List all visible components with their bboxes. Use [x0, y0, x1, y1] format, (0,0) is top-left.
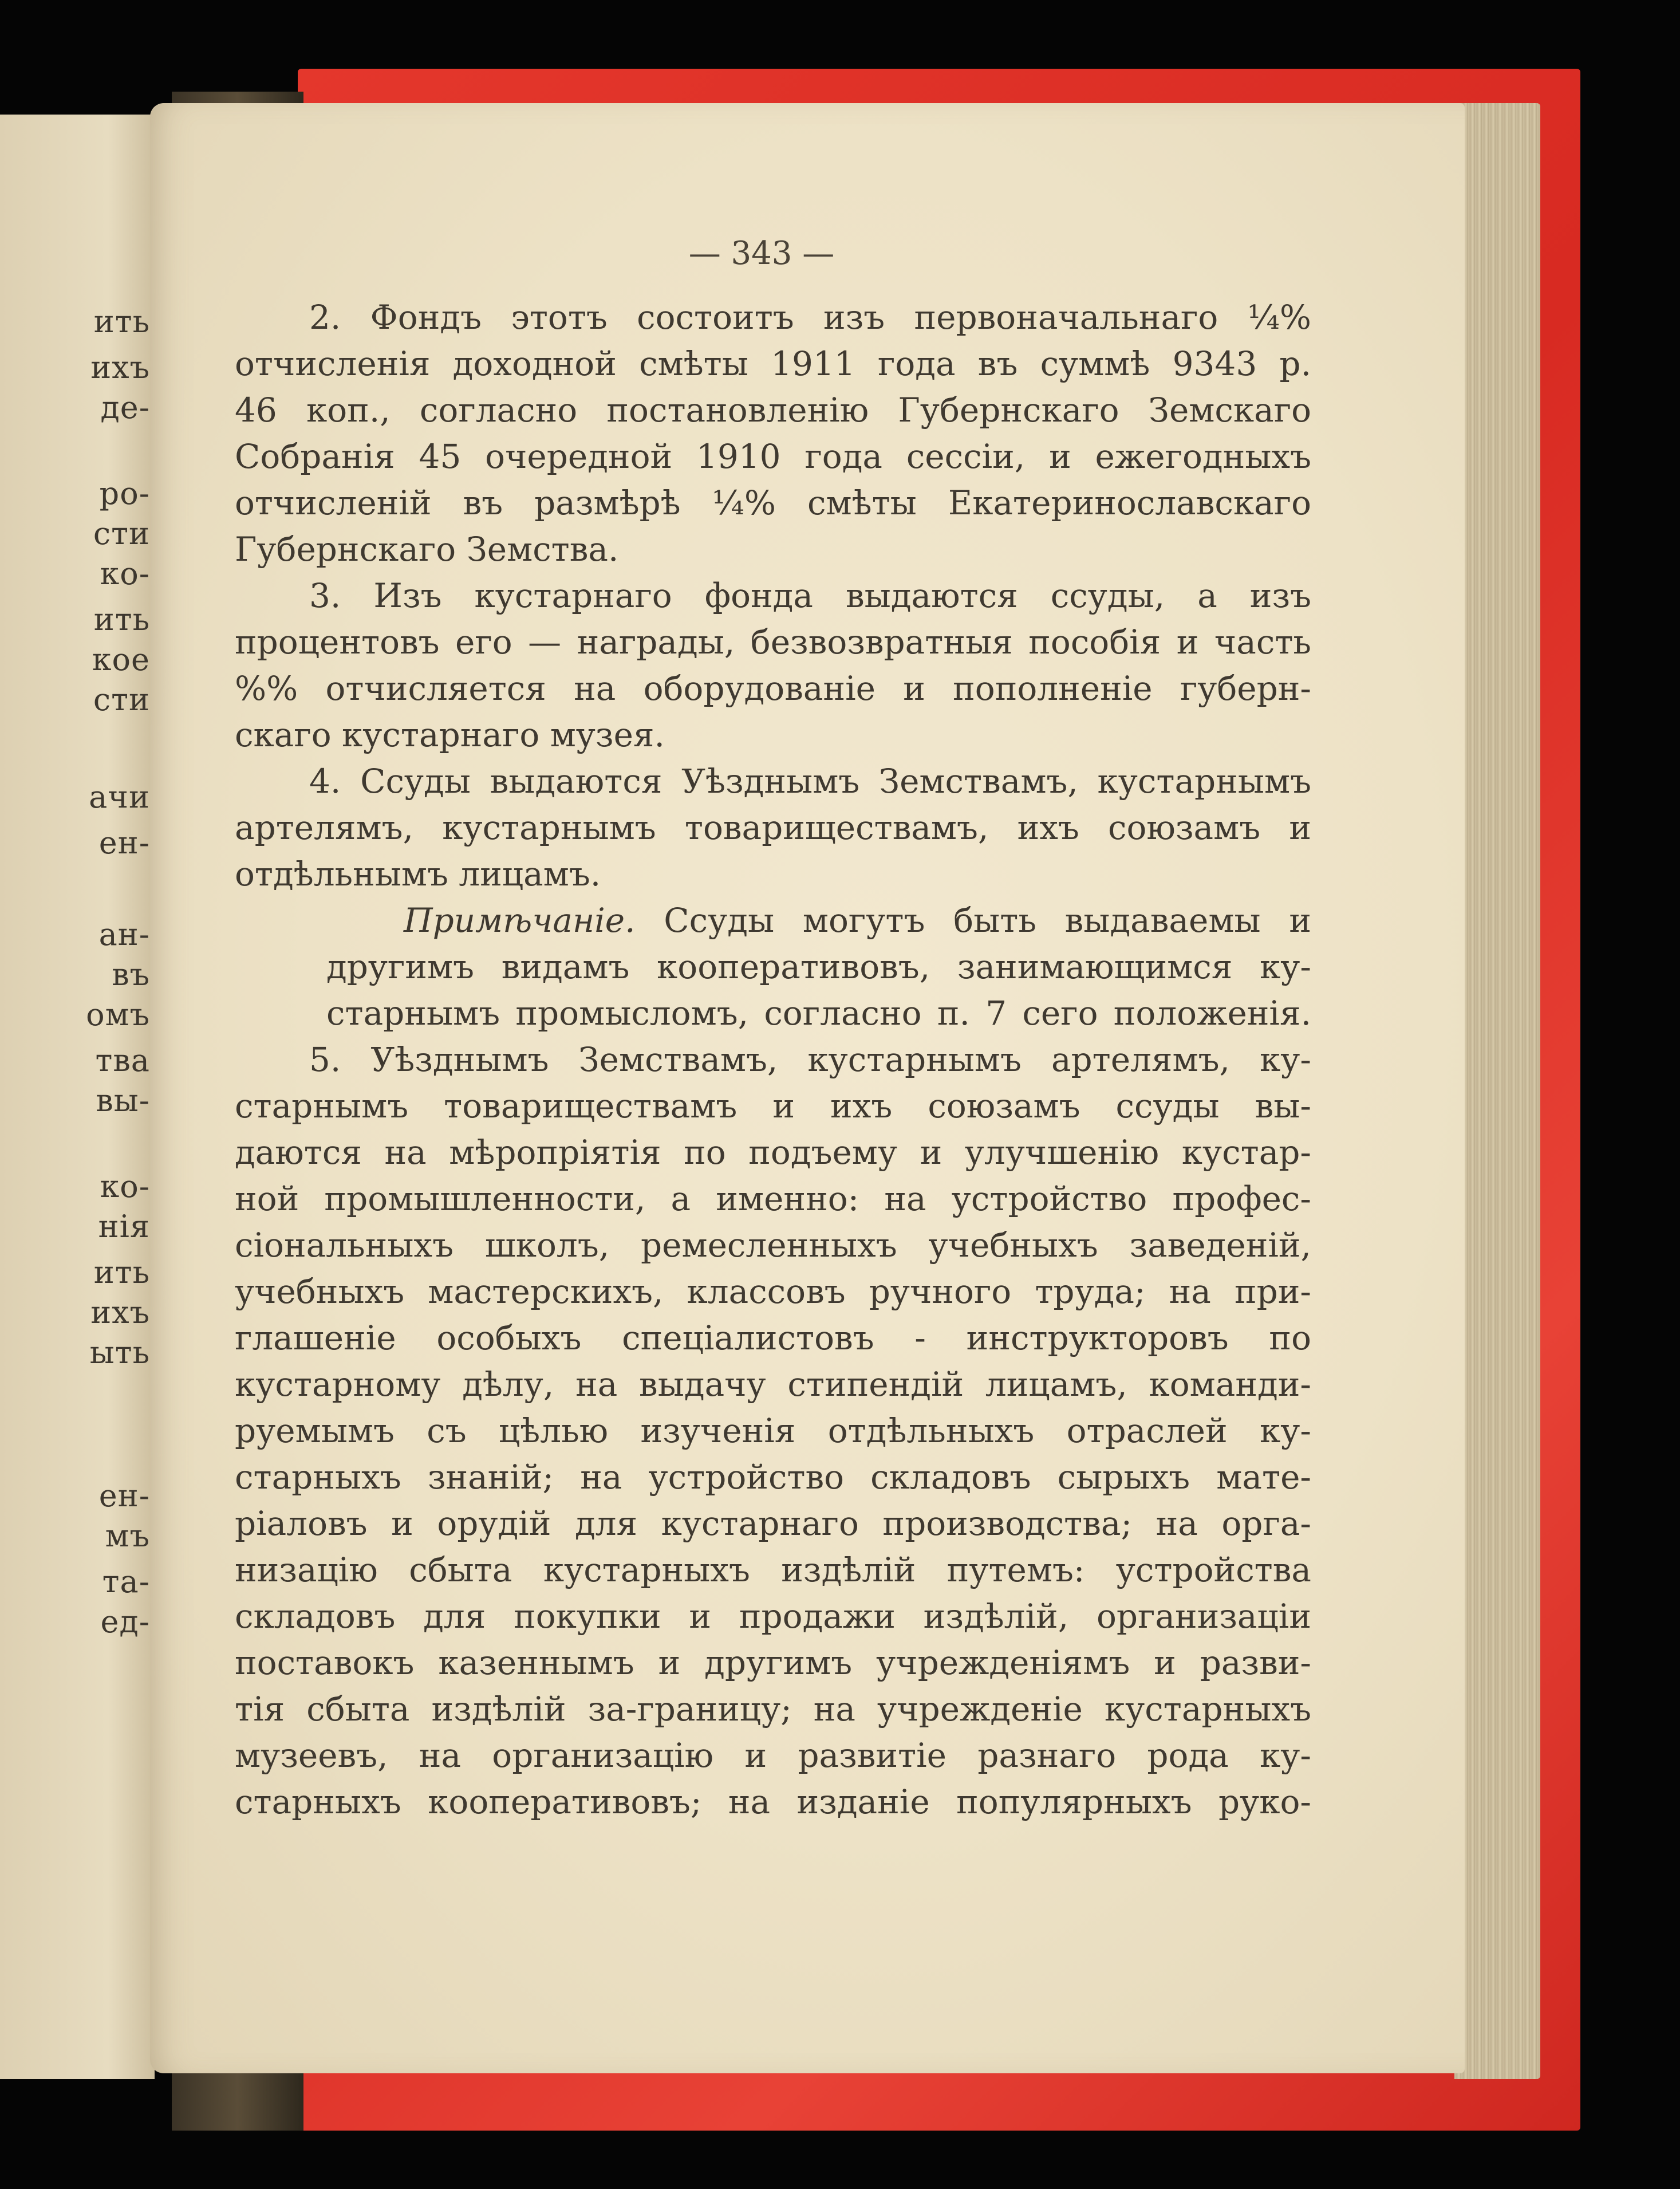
left-page-fragment: омъ	[86, 997, 150, 1033]
text-line: Собранія 45 очередной 1910 года сессіи, и ежегодныхъ	[235, 437, 1311, 476]
text-line: артелямъ, кустарнымъ товариществамъ, ихъ союзамъ и	[235, 808, 1311, 847]
note-label: Примѣчаніе.	[404, 901, 636, 940]
left-page-fragment: ачи	[89, 779, 150, 815]
left-page-fragment: ро-	[99, 475, 150, 511]
left-page-fragment: ихъ	[90, 1294, 150, 1330]
text-line: отдѣльнымъ лицамъ.	[235, 855, 601, 893]
left-page-fragment: де-	[100, 389, 150, 426]
text-line: старныхъ знаній; на устройство складовъ сырыхъ мате-	[235, 1458, 1311, 1497]
left-page-fragment: ко-	[100, 1168, 150, 1204]
text-line: глашеніе особыхъ спеціалистовъ - инструкторовъ по	[235, 1318, 1311, 1357]
text-line: тія сбыта издѣлій за-границу; на учрежденіе кустарныхъ	[235, 1690, 1311, 1729]
left-page-fragment: ед-	[100, 1604, 150, 1640]
left-page-fragment: сти	[93, 682, 150, 718]
text-line: 2. Фондъ этотъ состоитъ изъ первоначальнаго ¼%	[309, 298, 1311, 337]
text-line: учебныхъ мастерскихъ, классовъ ручного труда; на при-	[235, 1272, 1311, 1311]
left-page-fragment: ить	[93, 601, 150, 637]
text-line: другимъ видамъ кооперативовъ, занимающимся ку-	[326, 947, 1311, 986]
text-line: старныхъ кооперативовъ; на изданіе популярныхъ руко-	[235, 1782, 1311, 1821]
left-page-fragment: тва	[95, 1042, 150, 1078]
text-line: отчисленій въ размѣрѣ ¼% смѣты Екатеринославскаго	[235, 483, 1311, 522]
left-page-fragment: ить	[93, 1254, 150, 1290]
text-line: старнымъ промысломъ, согласно п. 7 сего положенія.	[326, 994, 1311, 1033]
left-page-fragment: въ	[112, 956, 150, 993]
text-line: сіональныхъ школъ, ремесленныхъ учебныхъ заведеній,	[235, 1226, 1311, 1265]
text-line: 3. Изъ кустарнаго фонда выдаются ссуды, а изъ	[309, 576, 1311, 615]
left-page-fragment: ить	[93, 304, 150, 340]
left-page-fragment: сти	[93, 515, 150, 552]
left-page-fragment: кое	[92, 641, 150, 678]
left-page	[0, 115, 155, 2079]
left-page-fragment: вы-	[96, 1082, 150, 1119]
text-line: %% отчисляется на оборудованіе и пополненіе губерн-	[235, 669, 1311, 708]
text-line: руемымъ съ цѣлью изученія отдѣльныхъ отраслей ку-	[235, 1411, 1311, 1450]
text-line: процентовъ его — награды, безвозвратныя пособія и часть	[235, 623, 1311, 662]
text-line: 46 коп., согласно постановленію Губернскаго Земскаго	[235, 391, 1311, 430]
left-page-fragment: ыть	[89, 1334, 150, 1371]
text-line: музеевъ, на организацію и развитіе разнаго рода ку-	[235, 1736, 1311, 1775]
text-line: кустарному дѣлу, на выдачу стипендій лицамъ, команди-	[235, 1365, 1311, 1404]
text-line: Губернскаго Земства.	[235, 530, 619, 569]
text-line: скаго кустарнаго музея.	[235, 715, 665, 754]
page-edges	[1454, 103, 1540, 2079]
text-line: даются на мѣропріятія по подъему и улучшенію кустар-	[235, 1133, 1311, 1172]
text-line: 5. Уѣзднымъ Земствамъ, кустарнымъ артелямъ, ку-	[309, 1040, 1311, 1079]
text-line: Примѣчаніе. Ссуды могутъ быть выдаваемы и	[404, 901, 1311, 940]
text-line: 4. Ссуды выдаются Уѣзднымъ Земствамъ, кустарнымъ	[309, 762, 1311, 801]
text-line: низацію сбыта кустарныхъ издѣлій путемъ: устройства	[235, 1550, 1311, 1589]
text-line: складовъ для покупки и продажи издѣлій, организаціи	[235, 1597, 1311, 1636]
text-line: старнымъ товариществамъ и ихъ союзамъ ссуды вы-	[235, 1086, 1311, 1125]
left-page-fragment: ен-	[98, 825, 150, 861]
text-line: отчисленія доходной смѣты 1911 года въ суммѣ 9343 р.	[235, 344, 1311, 383]
page-number: — 343 —	[688, 235, 835, 272]
left-page-fragment: ко-	[100, 556, 150, 592]
left-page-fragment: ихъ	[90, 349, 150, 385]
left-page-fragment: нія	[98, 1208, 150, 1245]
text-line: ріаловъ и орудій для кустарнаго производства; на орга-	[235, 1504, 1311, 1543]
left-page-fragment: мъ	[105, 1518, 150, 1554]
left-page-fragment: ан-	[98, 916, 150, 952]
left-page-fragment: та-	[102, 1564, 150, 1600]
text-line: ной промышленности, а именно: на устройство профес-	[235, 1179, 1311, 1218]
left-page-fragment: ен-	[98, 1478, 150, 1514]
text-line: поставокъ казеннымъ и другимъ учрежденіямъ и разви-	[235, 1643, 1311, 1682]
